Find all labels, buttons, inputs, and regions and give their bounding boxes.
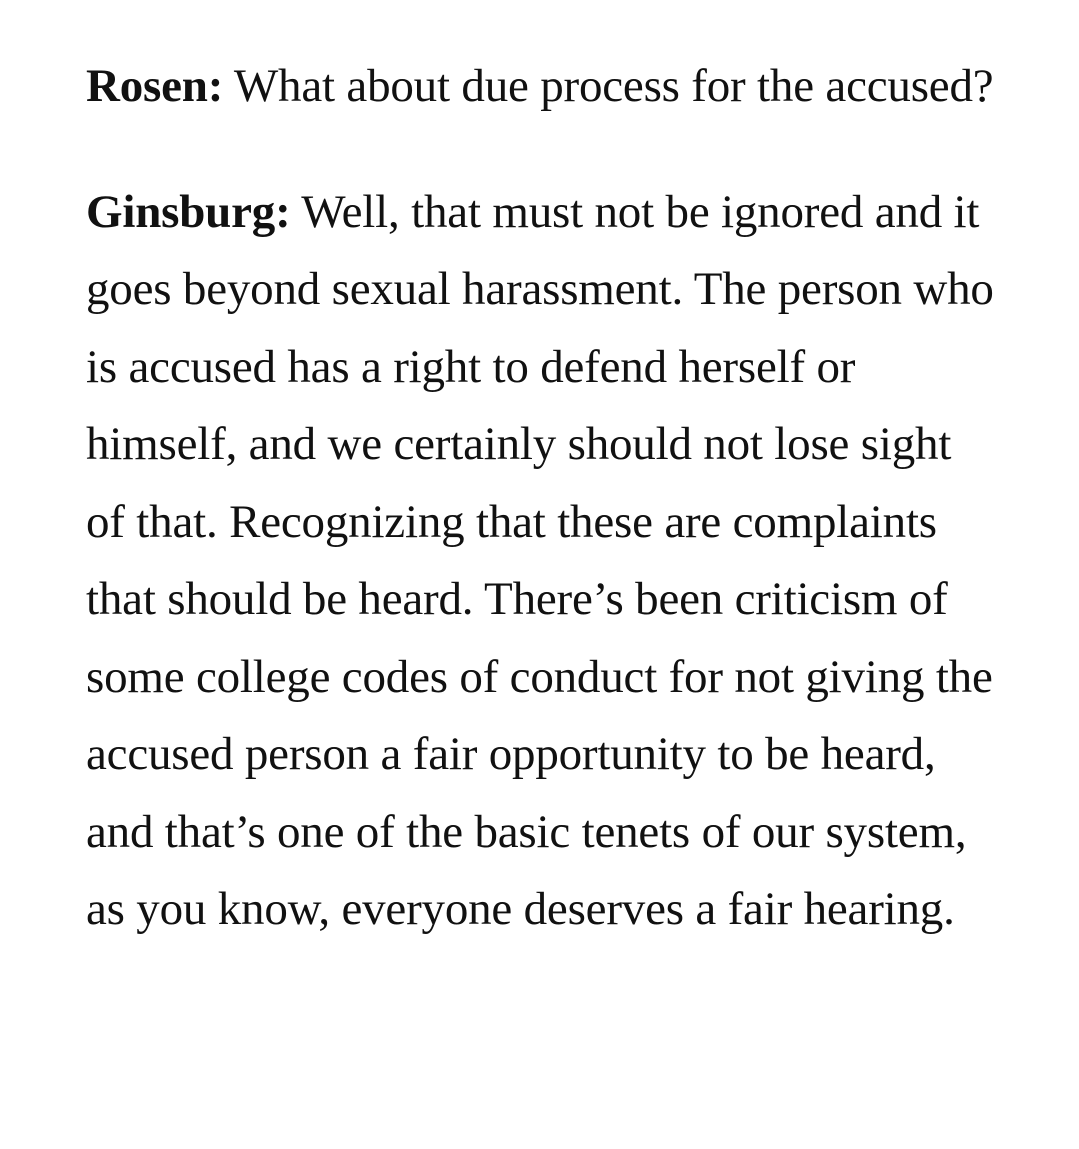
interview-excerpt bbox=[86, 48, 1001, 949]
speaker-name-rosen: Rosen: bbox=[86, 60, 224, 112]
rosen-question-text: What about due process for the accused? bbox=[233, 60, 994, 112]
speaker-name-ginsburg: Ginsburg: bbox=[86, 185, 291, 238]
ginsburg-answer-text: Well, that must not be ignored and it goes beyond sexual harassment. The person who is accused has a right to defend herself or himself, and we certainly should not lose sight of that. Recognizing that these are complaints that should be heard. There’s been criticism of some college codes of conduct for not giving the accused person a fair opportunity to be heard, and that’s one of the basic tenets of our system, as you know, everyone deserves a fair hearing. bbox=[86, 185, 994, 935]
rosen-question-paragraph bbox=[86, 48, 1001, 126]
ginsburg-answer-paragraph bbox=[86, 174, 1001, 949]
